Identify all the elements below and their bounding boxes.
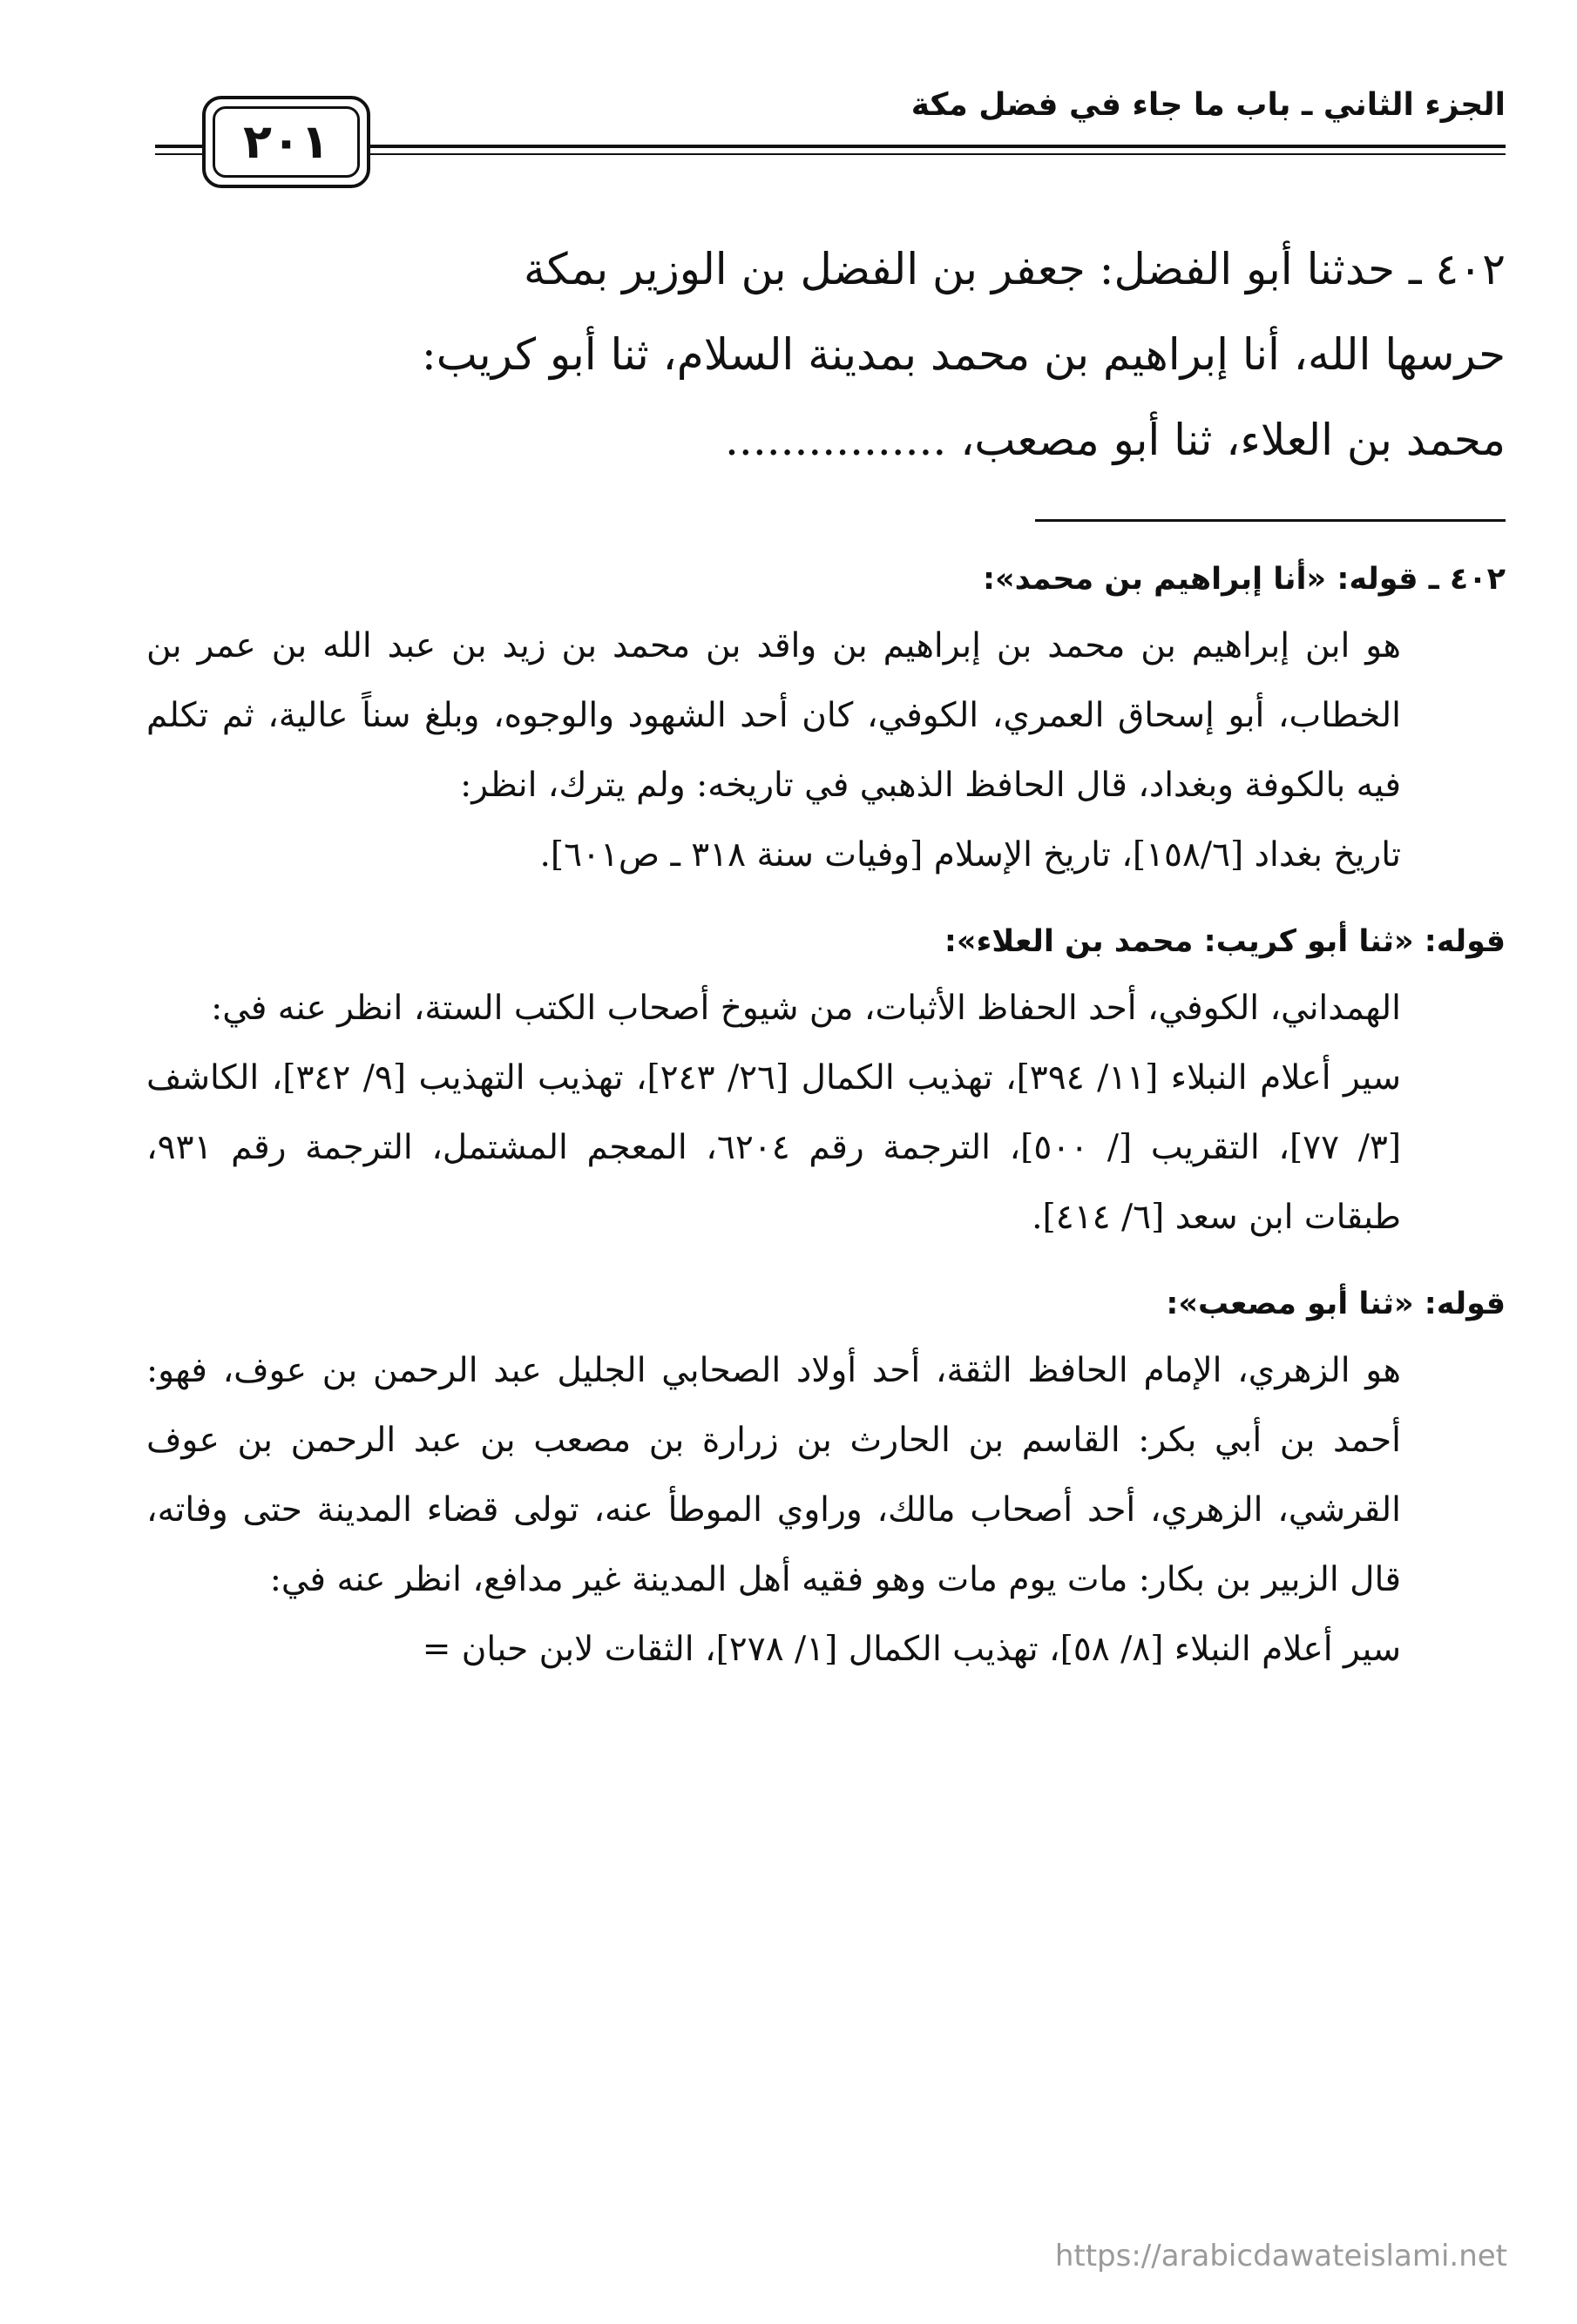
hadith-line [155, 397, 1506, 483]
note-body: هو الزهري، الإمام الحافظ الثقة، أحد أولاد الصحابي الجليل عبد الرحمن بن عوف، فهو: أحمد بن أبي بكر: القاسم بن الحارث بن زرارة بن مصعب بن عبد الرحمن بن عوف القرشي، الزهري، أحد أصحاب مالك، وراوي الموطأ عنه، تولى قضاء المدينة حتى وفاته، قال الزبير بن بكار: مات يوم مات وهو فقيه أهل المدينة غير مدافع، انظر عنه في: [146, 1351, 1401, 1599]
note-heading: ٤٠٢ ـ قوله: «أنا إبراهيم بن محمد»: [982, 562, 1506, 597]
note-references: تاريخ بغداد [١٥٨/٦]، تاريخ الإسلام [وفيات سنة ٣١٨ ـ ص٦٠١]. [539, 835, 1401, 875]
note-body: هو ابن إبراهيم بن محمد بن إبراهيم بن واقد بن محمد بن زيد بن عبد الله بن عمر بن الخطاب، أبو إسحاق العمري، الكوفي، كان أحد الشهود والوجوه، وبلغ سناً عالية، ثم تكلم فيه بالكوفة وبغداد، قال الحافظ الذهبي في تاريخه: ولم يترك، انظر: [146, 626, 1401, 805]
note-heading: قوله: «ثنا أبو كريب: محمد بن العلاء»: [944, 924, 1506, 959]
hadith-line: ٤٠٢ ـ حدثنا أبو الفضل: جعفر بن الفضل بن الوزير بمكة [523, 244, 1506, 294]
note-abu-kurayb [146, 909, 1506, 1253]
note-body: الهمداني، الكوفي، أحد الحفاظ الأثبات، من شيوخ أصحاب الكتب الستة، انظر عنه في: [211, 989, 1401, 1028]
hadith-line-text: محمد بن العلاء، ثنا أبو مصعب، [960, 415, 1506, 465]
note-ibrahim [146, 547, 1506, 890]
note-references: سير أعلام النبلاء [٨/ ٥٨]، تهذيب الكمال [١/ ٢٧٨]، الثقات لابن حبان = [422, 1630, 1401, 1669]
page-number-frame [202, 96, 370, 188]
footnote-separator [1035, 519, 1506, 522]
running-title: الجزء الثاني ـ باب ما جاء في فضل مكة [910, 87, 1506, 123]
source-watermark: https://arabicdawateislami.net [1054, 2239, 1507, 2273]
hadith-line: حرسها الله، أنا إبراهيم بن محمد بمدينة السلام، ثنا أبو كريب: [421, 329, 1506, 380]
commentary [146, 547, 1506, 1704]
hadith-text [155, 226, 1506, 483]
note-heading: قوله: «ثنا أبو مصعب»: [1166, 1287, 1506, 1321]
page-number: ٢٠١ [243, 114, 329, 169]
note-references: سير أعلام النبلاء [١١/ ٣٩٤]، تهذيب الكمال [٢٦/ ٢٤٣]، تهذيب التهذيب [٩/ ٣٤٢]، الكاشف [٣/ ٧٧]، التقريب [/ ٥٠٠]، الترجمة رقم ٦٢٠٤، المعجم المشتمل، الترجمة رقم ٩٣١، طبقات ابن سعد [٦/ ٤١٤]. [146, 1058, 1402, 1237]
note-abu-musab [146, 1272, 1506, 1685]
omission-dots: ................ [725, 415, 947, 465]
